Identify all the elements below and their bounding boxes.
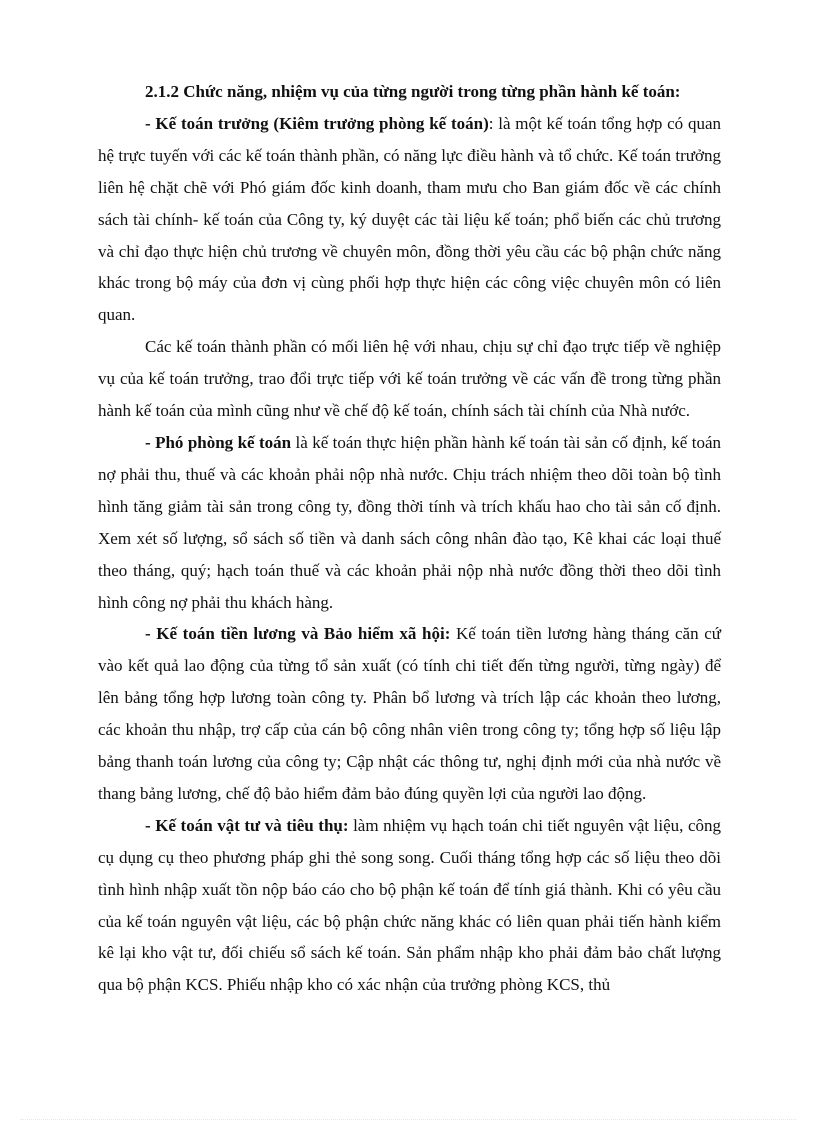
paragraph-lead: - Phó phòng kế toán (145, 432, 292, 452)
paragraph-ke-toan-truong (98, 108, 721, 331)
paragraph-lead: - Kế toán tiền lương và Bảo hiểm xã hội: (145, 624, 451, 644)
paragraph-body: là kế toán thực hiện phần hành kế toán tài sản cố định, kế toán nợ phải thu, thuế và các khoản phải nộp nhà nước. Chịu trách nhiệm theo dõi toàn bộ tình hình tăng giảm tài sản trong công ty, đồng thời tính và trích khấu hao cho tài sản cố định. Xem xét số lượng, sổ sách số tiền và danh sách công nhân đào tạo, Kê khai các loại thuế theo tháng, quý; hạch toán thuế và các khoản phải nộp nhà nước đồng thời theo dõi tình hình công nợ phải thu khách hàng. (98, 432, 721, 612)
section-heading: 2.1.2 Chức năng, nhiệm vụ của từng người trong từng phần hành kế toán: (145, 82, 681, 101)
paragraph-body: làm nhiệm vụ hạch toán chi tiết nguyên vật liệu, công cụ dụng cụ theo phương pháp ghi thẻ song song. Cuối tháng tổng hợp các số liệu theo dõi tình hình nhập xuất tồn nộp báo cáo cho bộ phận kế toán để tính giá thành. Khi có yêu cầu của kế toán nguyên vật liệu, các bộ phận chức năng khác có liên quan phải tiến hành kiểm kê lại kho vật tư, đối chiếu sổ sách kế toán. Sản phẩm nhập kho phải đảm bảo chất lượng qua bộ phận KCS. Phiếu nhập kho có xác nhận của trưởng phòng KCS, thủ (98, 815, 721, 995)
paragraph-body: Các kế toán thành phần có mối liên hệ với nhau, chịu sự chỉ đạo trực tiếp về nghiệp vụ của kế toán trưởng, trao đổi trực tiếp với kế toán trưởng về các vấn đề trong từng phần hành kế toán của mình cũng như về chế độ kế toán, chính sách tài chính của Nhà nước. (98, 337, 721, 421)
paragraph-body: Kế toán tiền lương hàng tháng căn cứ vào kết quả lao động của từng tổ sản xuất (có tính chi tiết đến từng người, từng ngày) để lên bảng tổng hợp lương toàn công ty. Phân bổ lương và trích lập các khoản theo lương, các khoản thu nhập, trợ cấp của cán bộ công nhân viên trong công ty; tổng hợp số liệu lập bảng thanh toán lương của công ty; Cập nhật các thông tư, nghị định mới của nhà nước về thang bảng lương, chế độ bảo hiểm đảm bảo đúng quyền lợi của người lao động. (98, 624, 721, 803)
paragraph-body: : là một kế toán tổng hợp có quan hệ trực tuyến với các kế toán thành phần, có năng lực điều hành và tổ chức. Kế toán trưởng liên hệ chặt chẽ với Phó giám đốc kinh doanh, tham mưu cho Ban giám đốc về các chính sách tài chính- kế toán của Công ty, ký duyệt các tài liệu kế toán; phổ biến các chủ trương và chỉ đạo thực hiện chủ trương về chuyên môn, đồng thời yêu cầu các bộ phận chức năng khác trong bộ máy của đơn vị cùng phối hợp thực hiện các công việc chuyên môn có liên quan. (98, 113, 721, 325)
paragraph-lead: - Kế toán vật tư và tiêu thụ: (145, 815, 349, 835)
paragraph-tien-luong (98, 618, 721, 809)
paragraph-vat-tu (98, 810, 721, 1001)
paragraph-lead: - Kế toán trưởng (Kiêm trưởng phòng kế toán) (145, 113, 489, 133)
paragraph-pho-phong (98, 427, 721, 618)
paragraph-ke-toan-thanh-phan (98, 331, 721, 427)
document-page (98, 76, 721, 1001)
page-bottom-divider (20, 1119, 796, 1120)
